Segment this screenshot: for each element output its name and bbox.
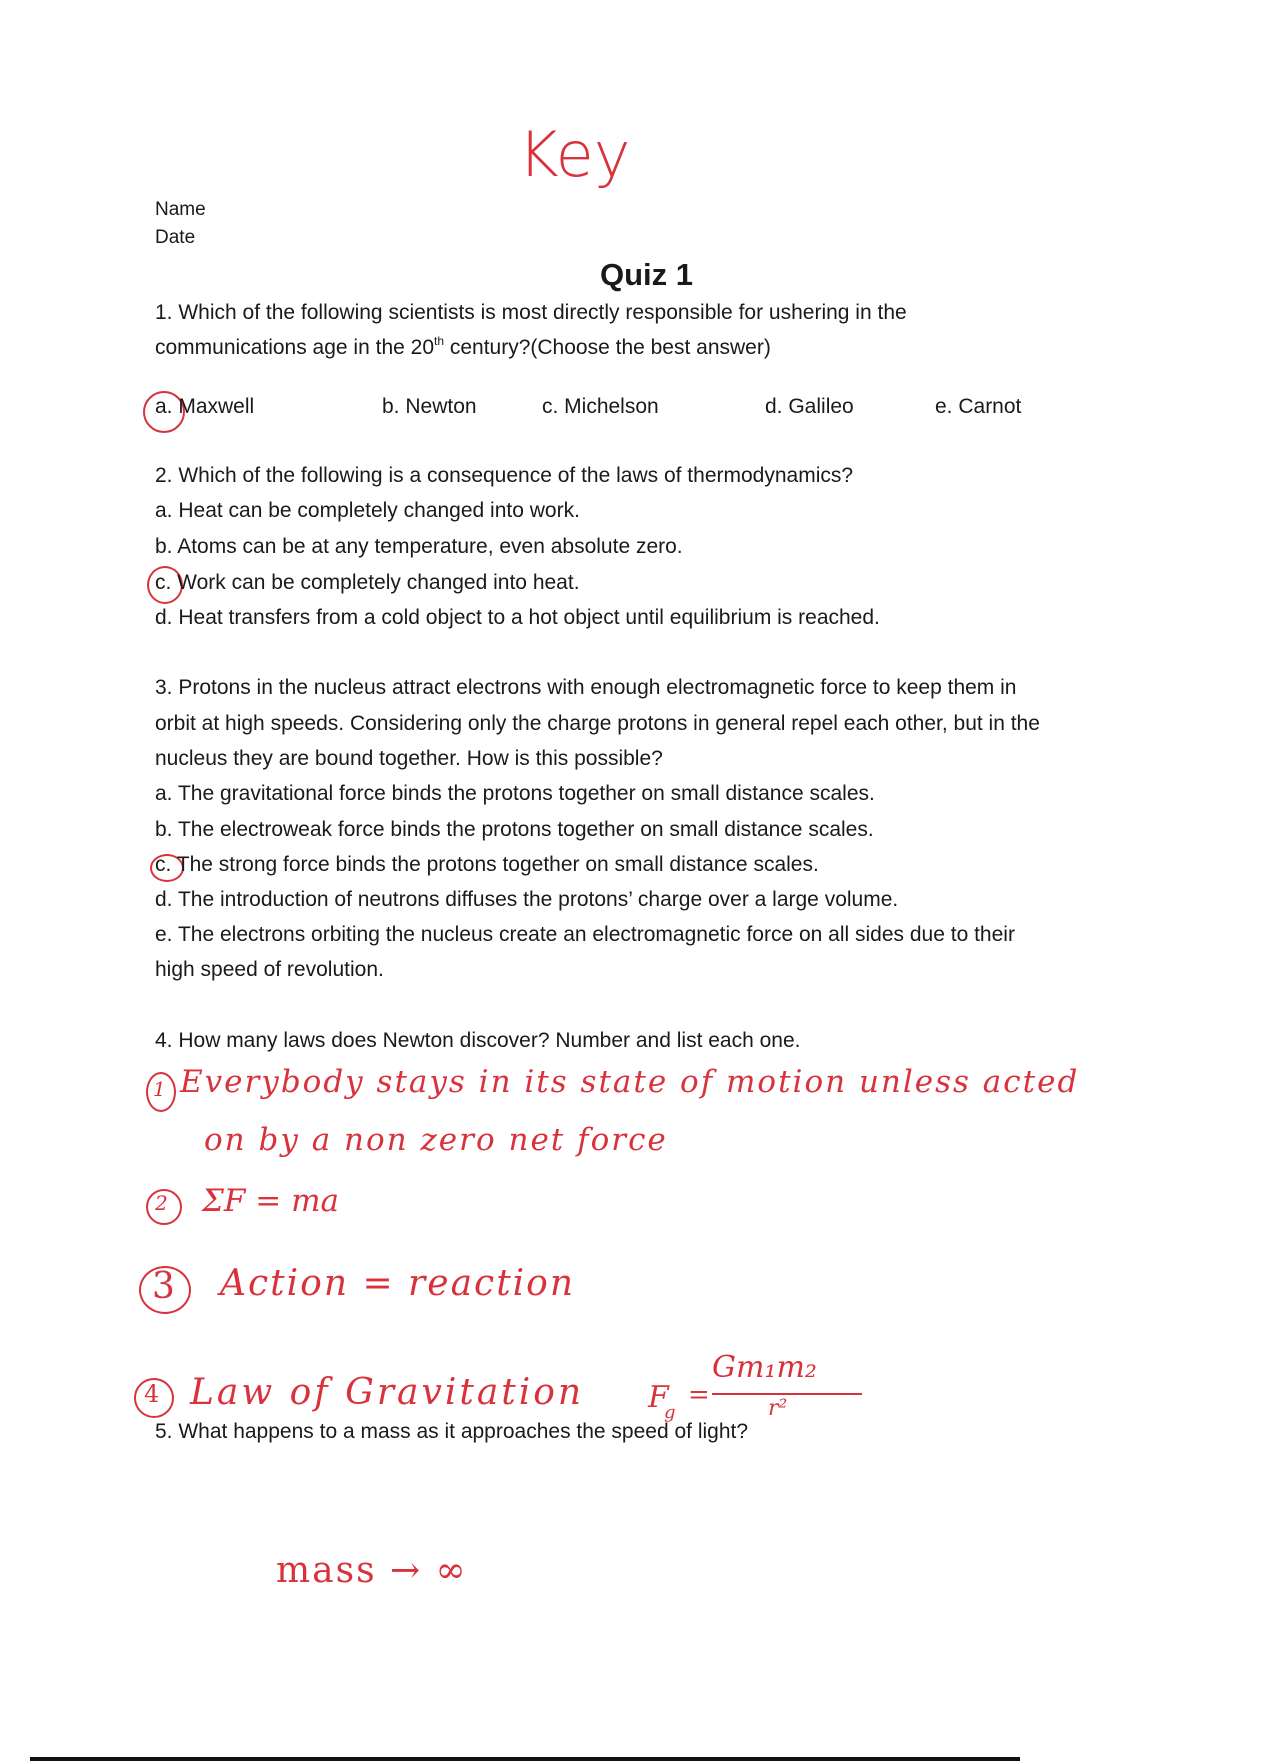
q2-option-b: b. Atoms can be at any temperature, even absolute zero.	[155, 535, 683, 558]
q3-option-b: b. The electroweak force binds the protons together on small distance scales.	[155, 818, 874, 841]
law4-force-subscript: g	[664, 1402, 676, 1423]
q1-option-a: a. Maxwell	[155, 395, 255, 418]
law4-equals: =	[688, 1380, 710, 1410]
q1-superscript: th	[434, 334, 445, 348]
law4-number: 4	[144, 1380, 160, 1408]
q3-option-d: d. The introduction of neutrons diffuses the protons’ charge over a large volume.	[155, 888, 899, 911]
q1-text-line2	[155, 336, 771, 360]
key-annotation: Key	[518, 118, 631, 191]
q4-text: 4. How many laws does Newton discover? Number and list each one.	[155, 1029, 801, 1052]
q5-text: 5. What happens to a mass as it approaches the speed of light?	[155, 1420, 749, 1443]
law1-line2: on by a non zero net force	[204, 1122, 668, 1158]
page-bottom-rule	[30, 1757, 1020, 1761]
q2-option-d: d. Heat transfers from a cold object to a hot object until equilibrium is reached.	[155, 606, 880, 629]
name-label: Name	[155, 199, 206, 220]
q1-option-d: d. Galileo	[765, 395, 854, 418]
q1-text-line1: 1. Which of the following scientists is most directly responsible for ushering in the	[155, 301, 907, 324]
q3-option-c: c. The strong force binds the protons together on small distance scales.	[155, 853, 819, 876]
q3-text-line3: nucleus they are bound together. How is this possible?	[155, 747, 663, 770]
q1-text-line2-end: century?(Choose the best answer)	[444, 336, 771, 359]
law4-denominator: r²	[768, 1396, 788, 1421]
q3-text-line1: 3. Protons in the nucleus attract electrons with enough electromagnetic force to keep them in	[155, 676, 1017, 699]
q2-option-a: a. Heat can be completely changed into work.	[155, 499, 580, 522]
q1-option-c: c. Michelson	[542, 395, 659, 418]
law4-text: Law of Gravitation	[190, 1372, 585, 1413]
q3-option-e-continued: high speed of revolution.	[155, 958, 384, 981]
law1-line1: Everybody stays in its state of motion unless acted	[180, 1064, 1080, 1100]
q3-option-a: a. The gravitational force binds the protons together on small distance scales.	[155, 782, 875, 805]
q5-answer: mass → ∞	[276, 1550, 468, 1591]
q2-option-c: c. Work can be completely changed into heat.	[155, 571, 580, 594]
law3-number: 3	[152, 1266, 175, 1307]
q2-text: 2. Which of the following is a consequence of the laws of thermodynamics?	[155, 464, 854, 487]
q3-text-line2: orbit at high speeds. Considering only the charge protons in general repel each other, but in the	[155, 712, 1040, 735]
law4-fraction-bar	[712, 1393, 862, 1395]
q1-text-line2-start: communications age in the 20	[155, 336, 434, 359]
law1-number: 1	[153, 1077, 166, 1101]
law3-text: Action = reaction	[220, 1263, 576, 1304]
q3-option-e: e. The electrons orbiting the nucleus create an electromagnetic force on all sides due to their	[155, 923, 1015, 946]
q1-option-b: b. Newton	[382, 395, 477, 418]
date-label: Date	[155, 227, 196, 248]
law4-force-symbol: F	[648, 1380, 669, 1415]
q1-option-e: e. Carnot	[935, 395, 1022, 418]
law4-numerator: Gm₁m₂	[712, 1350, 817, 1385]
law2-number: 2	[155, 1191, 168, 1215]
quiz-title: Quiz 1	[600, 257, 694, 292]
law2-equation: ΣF = ma	[202, 1183, 339, 1219]
